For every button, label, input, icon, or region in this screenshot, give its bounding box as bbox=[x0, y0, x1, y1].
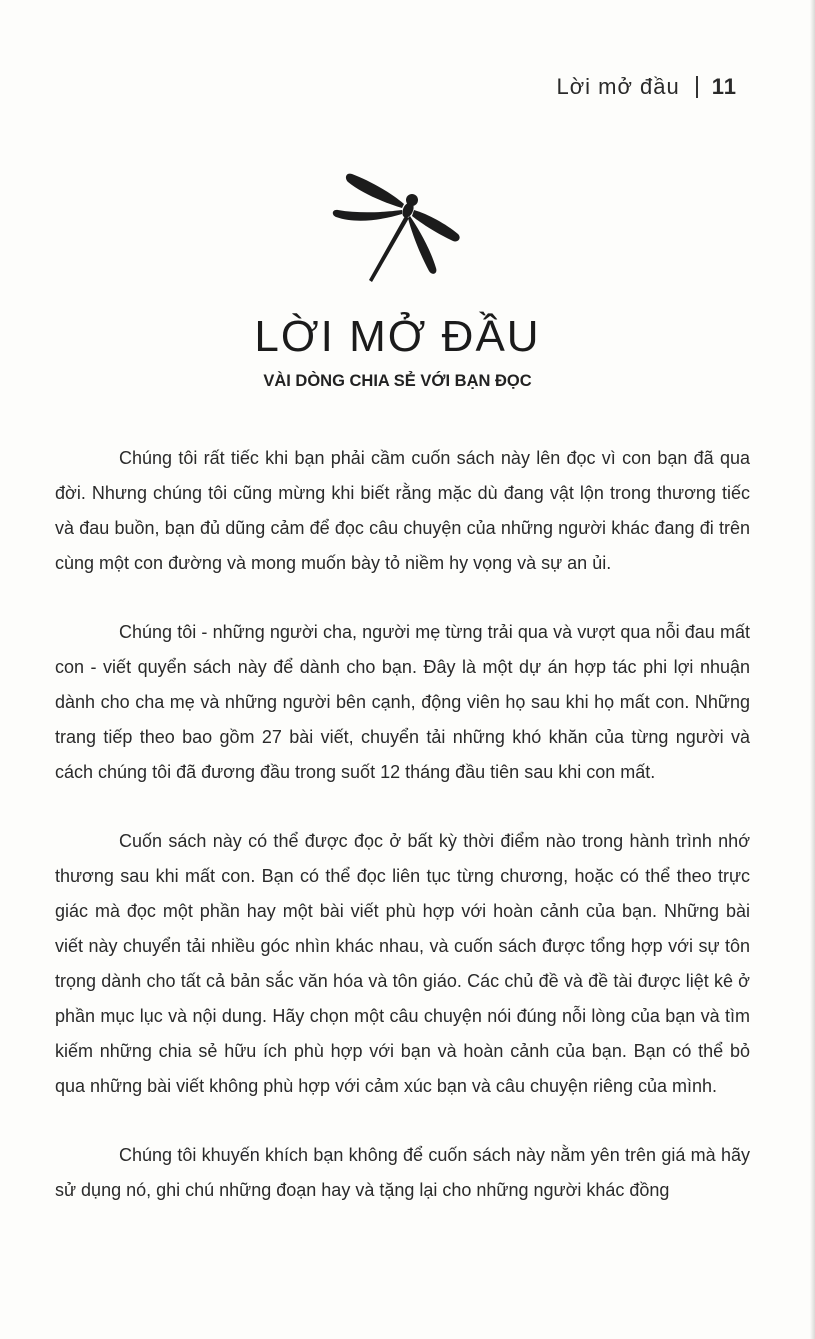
header-separator bbox=[696, 76, 698, 98]
body-text bbox=[55, 441, 750, 1242]
running-title: Lời mở đầu bbox=[556, 74, 680, 99]
paragraph: Chúng tôi rất tiếc khi bạn phải cầm cuốn sách này lên đọc vì con bạn đã qua đời. Nhưng chúng tôi cũng mừng khi biết rằng mặc dù đang vật lộn trong thương tiếc và đau buồn, bạn đủ dũng cảm để đọc câu chuyện của những người khác đang đi trên cùng một con đường và mong muốn bày tỏ niềm hy vọng và sự an ủi. bbox=[55, 448, 750, 573]
paragraph: Chúng tôi khuyến khích bạn không để cuốn sách này nằm yên trên giá mà hãy sử dụng nó, ghi chú những đoạn hay và tặng lại cho những người khác đồng bbox=[55, 1145, 750, 1200]
dragonfly-icon bbox=[330, 170, 466, 285]
page-number: 11 bbox=[711, 74, 737, 99]
paragraph: Cuốn sách này có thể được đọc ở bất kỳ thời điểm nào trong hành trình nhớ thương sau khi mất con. Bạn có thể đọc liên tục từng chương, hoặc có thể theo trực giác mà đọc một phần hay một bài viết phù hợp với hoàn cảnh của bạn. Những bài viết này chuyển tải nhiều góc nhìn khác nhau, và cuốn sách được tổng hợp với sự tôn trọng dành cho tất cả bản sắc văn hóa và tôn giáo. Các chủ đề và đề tài được liệt kê ở phần mục lục và nội dung. Hãy chọn một câu chuyện nói đúng nỗi lòng của bạn và tìm kiếm những chia sẻ hữu ích phù hợp với bạn và hoàn cảnh của bạn. Bạn có thể bỏ qua những bài viết không phù hợp với cảm xúc bạn và câu chuyện riêng của mình. bbox=[55, 831, 750, 1096]
paragraph: Chúng tôi - những người cha, người mẹ từng trải qua và vượt qua nỗi đau mất con - viết quyển sách này để dành cho bạn. Đây là một dự án hợp tác phi lợi nhuận dành cho cha mẹ và những người bên cạnh, động viên họ sau khi họ mất con. Những trang tiếp theo bao gồm 27 bài viết, chuyển tải những khó khăn của từng người và cách chúng tôi đã đương đầu trong suốt 12 tháng đầu tiên sau khi con mất. bbox=[55, 622, 750, 782]
chapter-subtitle: VÀI DÒNG CHIA SẺ VỚI BẠN ĐỌC bbox=[263, 372, 532, 390]
chapter-title: LỜI MỞ ĐẦU bbox=[254, 312, 541, 361]
page-edge bbox=[810, 0, 815, 1339]
running-header bbox=[557, 74, 738, 100]
